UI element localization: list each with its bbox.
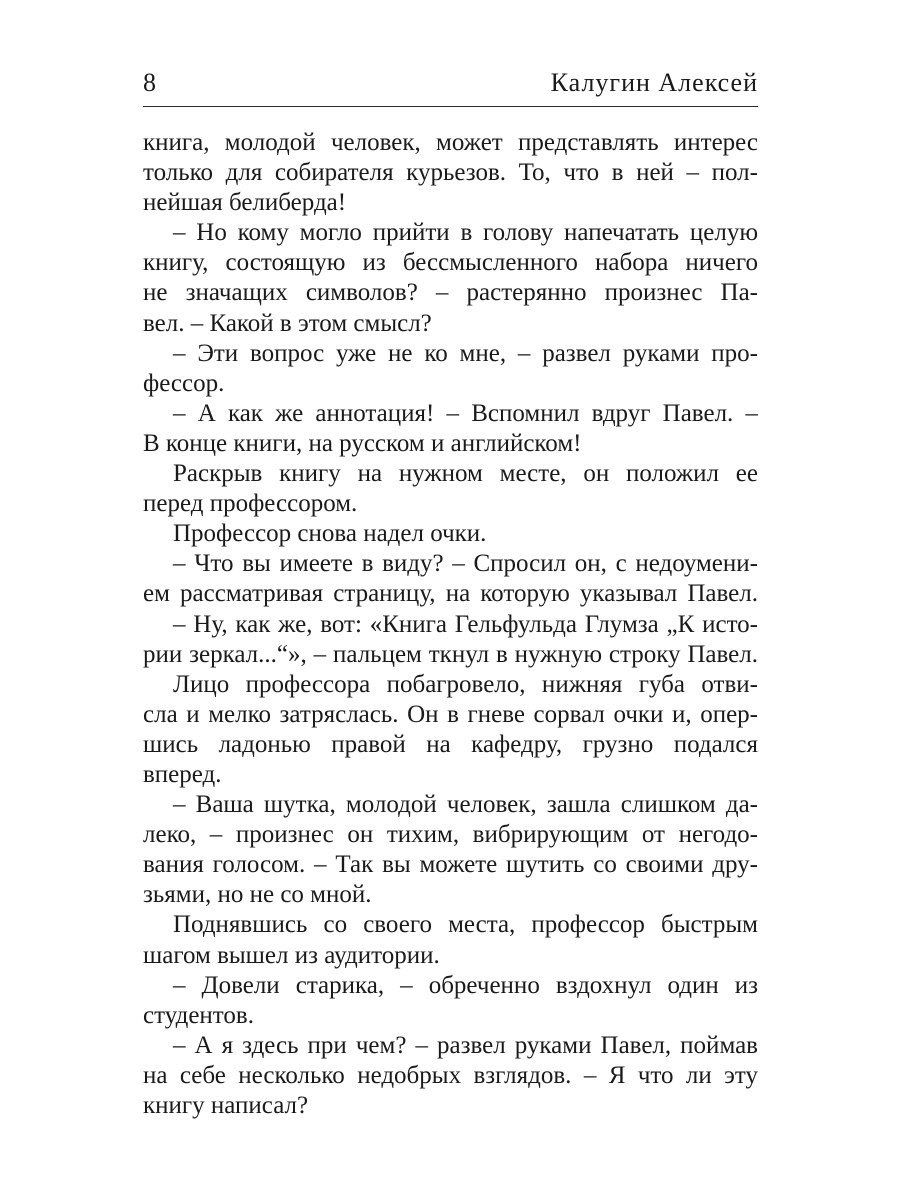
text-line: – А как же аннотация! – Вспомнил вдруг Павел. – [173, 399, 758, 427]
text-line: фессор. [143, 369, 225, 397]
text-line: – Ваша шутка, молодой человек, зашла слишком да- [173, 791, 758, 819]
text-line: В конце книги, на русском и английском! [143, 429, 582, 457]
text-line: книга, молодой человек, может представлять интерес [143, 129, 758, 156]
text-line: ем рассматривая страницу, на которую указывал Павел. [143, 580, 758, 608]
text-line: книгу написал? [143, 1092, 309, 1119]
text-line: не значащих символов? – растерянно произнес Па- [143, 279, 758, 307]
text-line: шагом вышел из аудитории. [143, 941, 440, 969]
text-line: вания голосом. – Так вы можете шутить со своими дру- [143, 851, 758, 879]
text-line: – Ну, как же, вот: «Книга Гельфульда Глумза „К исто- [173, 610, 758, 638]
text-line: студентов. [143, 1001, 254, 1029]
text-line: Раскрыв книгу на нужном месте, он положил ее [173, 460, 758, 488]
running-head-author: Калугин Алексей [550, 68, 758, 97]
text-line: вперед. [143, 760, 222, 788]
text-line: на себе несколько недобрых взглядов. – Я что ли эту [143, 1061, 758, 1089]
text-line: перед профессором. [143, 490, 358, 518]
text-line: только для собирателя курьезов. То, что в ней – пол- [143, 159, 758, 187]
text-line: шись ладонью правой на кафедру, грузно подался [143, 730, 758, 758]
text-line: – Что вы имеете в виду? – Спросил он, с недоумени- [173, 550, 758, 578]
text-line: – Но кому могло прийти в голову напечатать целую [173, 219, 758, 247]
text-line: зьями, но не со мной. [143, 881, 372, 909]
text-line: нейшая белиберда! [143, 189, 347, 217]
text-line: Профессор снова надел очки. [173, 520, 487, 548]
page-body-text [143, 128, 758, 1121]
text-line: – Довели старика, – обреченно вздохнул один из [173, 971, 758, 999]
page-header [143, 68, 758, 107]
text-line: рии зеркал...“», – пальцем ткнул в нужную строку Павел. [143, 640, 758, 668]
text-line: сла и мелко затряслась. Он в гневе сорвал очки и, опер- [143, 700, 758, 728]
text-line: Лицо профессора побагровело, нижняя губа отви- [173, 670, 758, 698]
page-number: 8 [143, 68, 156, 97]
text-line: книгу, состоящую из бессмысленного набора ничего [143, 249, 758, 277]
text-line: – А я здесь при чем? – развел руками Павел, поймав [173, 1031, 758, 1059]
text-line: Поднявшись со своего места, профессор быстрым [173, 911, 758, 939]
text-line: вел. – Какой в этом смысл? [143, 309, 432, 337]
text-line: леко, – произнес он тихим, вибрирующим от негодо- [143, 821, 758, 849]
text-line: – Эти вопрос уже не ко мне, – развел руками про- [173, 339, 758, 367]
